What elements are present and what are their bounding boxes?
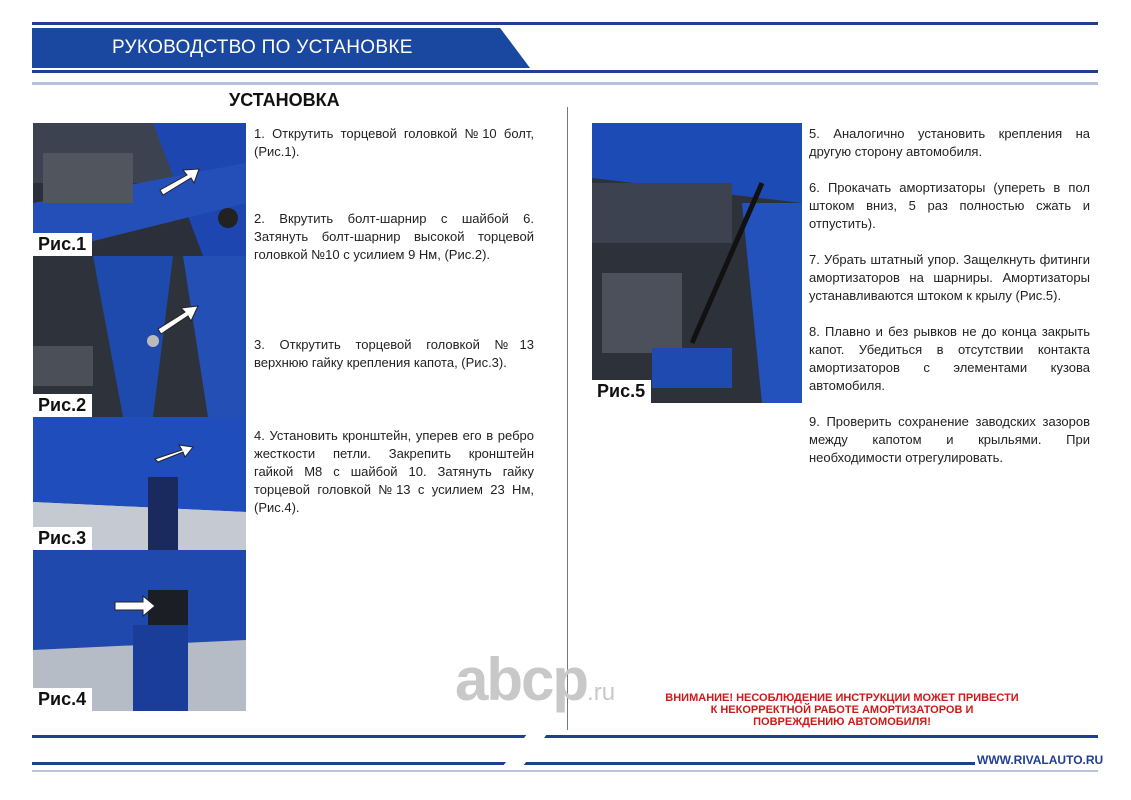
step-6: 6. Прокачать амортизаторы (упереть в пол штоком вниз, 5 раз полностью сжать и отпустить). xyxy=(809,180,1090,231)
figure-label-2: Рис.2 xyxy=(33,394,92,417)
photo-fig-4 xyxy=(33,550,246,711)
footer-bottom-line xyxy=(32,762,1098,765)
step-2: 2. Вкрутить болт-шарнир с шайбой 6. Затянуть болт-шарнир высокой торцевой головкой №10 с усилием 9 Нм, (Рис.2). xyxy=(254,211,534,262)
photo-fig-1 xyxy=(33,123,246,256)
section-title: УСТАНОВКА xyxy=(229,90,340,110)
photo-fig-5 xyxy=(592,123,802,403)
header-bottom-line xyxy=(32,70,1098,73)
watermark-suffix: .ru xyxy=(587,679,616,706)
step-4: 4. Установить кронштейн, уперев его в ребро жесткости петли. Закрепить кронштейн гайкой М8 с шайбой 10. Затянуть гайку торцевой головкой №13 с усилием 23 Нм, (Рис.4). xyxy=(254,428,534,515)
photo-fig-2 xyxy=(33,256,246,417)
header-top-line xyxy=(32,22,1098,25)
footer-url-link[interactable]: WWW.RIVALAUTO.RU xyxy=(977,753,1104,767)
watermark xyxy=(455,645,615,714)
figure-label-3: Рис.3 xyxy=(33,527,92,550)
step-8: 8. Плавно и без рывков не до конца закрыть капот. Убедиться в отсутствии контакта амортизаторов с элементами кузова автомобиля. xyxy=(809,324,1090,393)
footer-accent-line xyxy=(32,770,1098,772)
step-1: 1. Открутить торцевой головкой №10 болт, (Рис.1). xyxy=(254,126,534,159)
warning-text: ВНИМАНИЕ! НЕСОБЛЮДЕНИЕ ИНСТРУКЦИИ МОЖЕТ ПРИВЕСТИ К НЕКОРРЕКТНОЙ РАБОТЕ АМОРТИЗАТОРОВ И ПОВРЕЖДЕНИЮ АВТОМОБИЛЯ! xyxy=(665,692,1019,728)
header-accent-line xyxy=(32,82,1098,85)
step-5: 5. Аналогично установить крепления на другую сторону автомобиля. xyxy=(809,126,1090,159)
step-3: 3. Открутить торцевой головкой №13 верхнюю гайку крепления капота, (Рис.3). xyxy=(254,337,534,370)
step-7: 7. Убрать штатный упор. Защелкнуть фитинги амортизаторов на шарниры. Амортизаторы устанавливаются штоком к крылу (Рис.5). xyxy=(809,252,1090,303)
photo-fig-3 xyxy=(33,417,246,550)
watermark-text: abcp xyxy=(455,646,588,713)
figure-label-4: Рис.4 xyxy=(33,688,92,711)
footer-top-line xyxy=(32,735,1098,738)
step-9: 9. Проверить сохранение заводских зазоров между капотом и крыльями. При необходимости отрегулировать. xyxy=(809,414,1090,465)
page-title: РУКОВОДСТВО ПО УСТАНОВКЕ xyxy=(112,37,413,58)
column-divider xyxy=(567,107,568,730)
figure-label-1: Рис.1 xyxy=(33,233,92,256)
figure-label-5: Рис.5 xyxy=(592,380,651,403)
